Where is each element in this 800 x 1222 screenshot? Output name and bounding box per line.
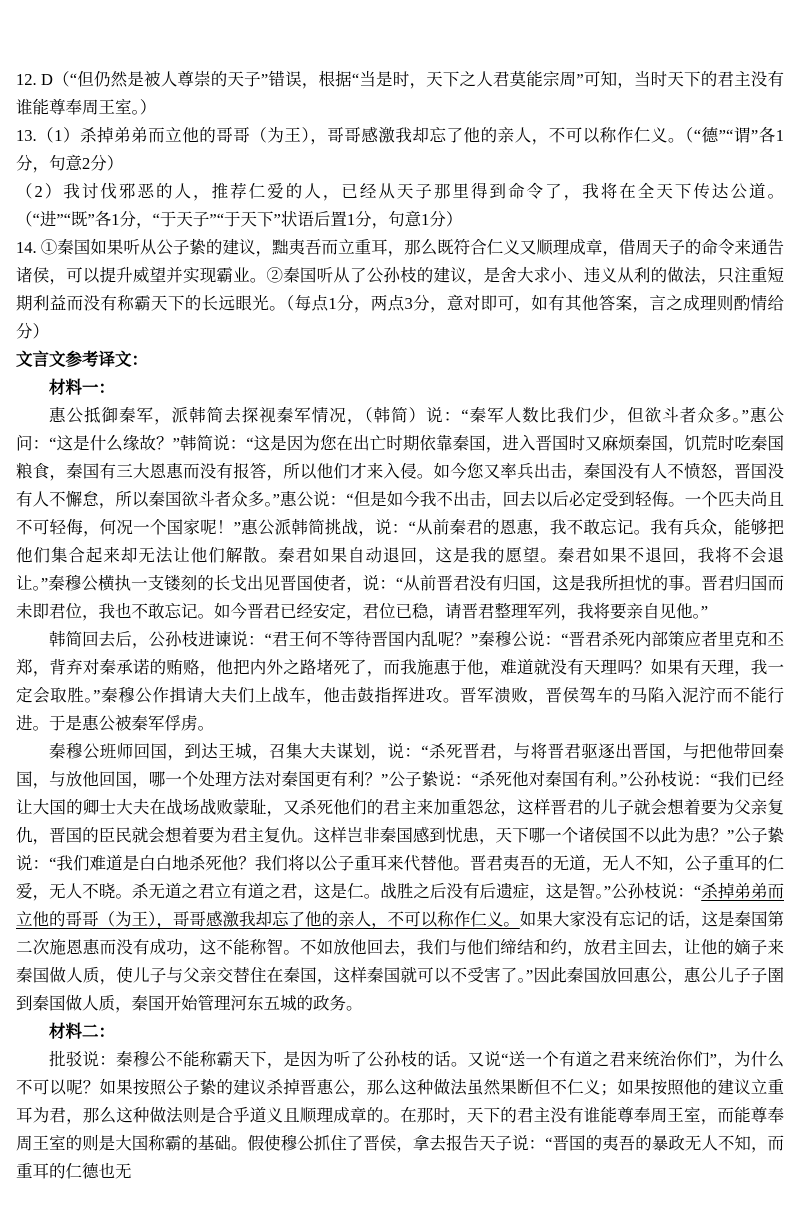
material-1-paragraph-2 — [16, 626, 784, 738]
material-2-heading — [16, 1018, 784, 1046]
answer-13-1 — [16, 122, 784, 178]
text-run: 秦穆公班师回国，到达王城，召集大夫谋划，说：“杀死晋君，与将晋君驱逐出晋国，与把他带回秦国，与放他回国，哪一个处理方法对秦国更有利？”公子絷说：“杀死他对秦国有利。”公孙枝说：“我们已经让大国的卿士大夫在战场战败蒙耻，又杀死他们的君主来加重怨忿，这样晋君的儿子就会想着要为父亲复仇，晋国的臣民就会想着要为君主复仇。这样岂非秦国感到忧患，天下哪一个诸侯国不以此为患？”公子絷说：“我们难道是白白地杀死他？我们将以公子重耳来代替他。晋君夷吾的无道，无人不知，公子重耳的仁爱，无人不晓。杀无道之君立有道之君，这是仁。战胜之后没有后遗症，这是智。”公孙枝说：“ — [16, 742, 784, 901]
text-run: 材料二： — [49, 1022, 115, 1041]
material-2-paragraph-1 — [16, 1046, 784, 1186]
material-1-paragraph-3 — [16, 738, 784, 1018]
material-1-heading — [16, 374, 784, 402]
answer-12 — [16, 66, 784, 122]
text-run: 12. D（“但仍然是被人尊崇的天子”错误，根据“当是时，天下之人君莫能宗周”可知，当时天下的君主没有谁能尊奉周王室。） — [16, 70, 784, 117]
text-run: 材料一： — [49, 378, 115, 397]
text-run: 13.（1）杀掉弟弟而立他的哥哥（为王），哥哥感激我却忘了他的亲人，不可以称作仁义。（“德”“谓”各1分，句意2分） — [16, 126, 784, 173]
text-run: （2）我讨伐邪恶的人，推荐仁爱的人，已经从天子那里得到命令了，我将在全天下传达公道。（“进”“既”各1分，“于天子”“于天下”状语后置1分，句意1分） — [16, 182, 784, 229]
document-content — [16, 66, 784, 1186]
text-run: 惠公抵御秦军，派韩简去探视秦军情况，（韩简）说：“秦军人数比我们少，但欲斗者众多。”惠公问：“这是什么缘故？”韩简说：“这是因为您在出亡时期依靠秦国，进入晋国时又麻烦秦国，饥荒时吃秦国粮食，秦国有三大恩惠而没有报答，所以他们才来入侵。如今您又率兵出击，秦国没有人不愤怒，晋国没有人不懈怠，所以秦国欲斗者众多。”惠公说：“但是如今我不出击，回去以后必定受到轻侮。一个匹夫尚且不可轻侮，何况一个国家呢！”惠公派韩简挑战，说：“从前秦君的恩惠，我不敢忘记。我有兵众，能够把他们集合起来却无法让他们解散。秦君如果自动退回，这是我的愿望。秦君如果不退回，我将不会退让。”秦穆公横执一支镂刻的长戈出见晋国使者，说：“从前晋君没有归国，这是我所担忧的事。晋君归国而未即君位，我也不敢忘记。如今晋君已经安定，君位已稳，请晋君整理军列，我将要亲自见他。” — [16, 406, 784, 621]
underlined-text-run: 杀掉弟弟而立他的哥哥（为王），哥哥感激我却忘了他的亲人，不可以称作仁义。 — [16, 882, 784, 929]
text-run: 如果大家没有忘记的话，这是秦国第二次施恩惠而没有成功，这不能称智。不如放他回去，我们与他们缔结和约，放君主回去，让他的嫡子来秦国做人质，使儿子与父亲交替住在秦国，这样秦国就可以不受害了。”因此秦国放回惠公，惠公儿子子圉到秦国做人质，秦国开始管理河东五城的政务。 — [16, 910, 785, 1013]
translation-heading — [16, 346, 784, 374]
text-run: 韩简回去后，公孙枝进谏说：“君王何不等待晋国内乱呢？”秦穆公说：“晋君杀死内部策应者里克和丕郑，背弃对秦承诺的贿赂，他把内外之路堵死了，而我施惠于他，难道就没有天理吗？如果有天理，我一定会取胜。”秦穆公作揖请大夫们上战车，他击鼓指挥进攻。晋军溃败，晋侯驾车的马陷入泥泞而不能行进。于是惠公被秦军俘虏。 — [16, 630, 784, 733]
material-1-paragraph-1 — [16, 402, 784, 626]
answer-13-2 — [16, 178, 784, 234]
text-run: 文言文参考译文： — [16, 350, 148, 369]
answer-14 — [16, 234, 784, 346]
text-run: 14. ①秦国如果听从公子絷的建议，黜夷吾而立重耳，那么既符合仁义又顺理成章，借周天子的命令来通告诸侯，可以提升威望并实现霸业。②秦国听从了公孙枝的建议，是舍大求小、违义从利的做法，只注重短期利益而没有称霸天下的长远眼光。（每点1分，两点3分，意对即可，如有其他答案，言之成理则酌情给分） — [16, 238, 784, 341]
text-run: 批驳说：秦穆公不能称霸天下，是因为听了公孙枝的话。又说“送一个有道之君来统治你们”，为什么不可以呢？如果按照公子絷的建议杀掉晋惠公，那么这种做法虽然果断但不仁义；如果按照他的建议立重耳为君，那么这种做法则是合乎道义且顺理成章的。在那时，天下的君主没有谁能尊奉周王室，而能尊奉周王室的则是大国称霸的基础。假使穆公抓住了晋侯，拿去报告天子说：“晋国的夷吾的暴政无人不知，而重耳的仁德也无 — [16, 1050, 784, 1181]
